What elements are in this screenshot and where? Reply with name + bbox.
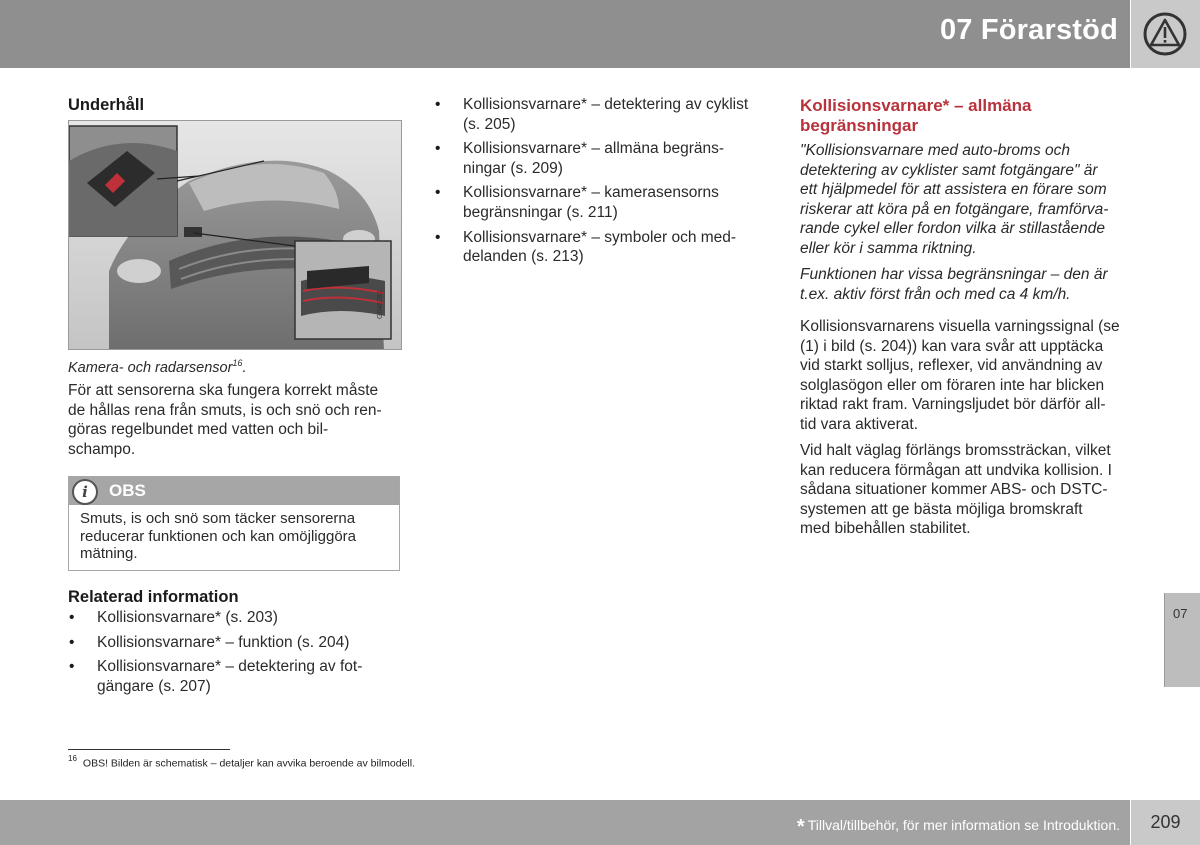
- text-line: Vid halt väglag förlängs bromssträckan, vilket: [800, 442, 1111, 459]
- info-icon: [72, 479, 98, 505]
- text-line: • Kollisionsvarnare* – allmäna begräns-: [463, 140, 725, 158]
- related-link[interactable]: [68, 657, 408, 696]
- obs-body: [80, 510, 392, 563]
- related-info-list: [68, 608, 408, 696]
- figure-caption-end: .: [242, 359, 247, 376]
- text-line: detektering av cyklister samt fotgängare" är: [800, 161, 1098, 179]
- text-line: • Kollisionsvarnare* – kamerasensorns: [463, 184, 719, 202]
- text-line: eller kör i samma riktning.: [800, 239, 977, 257]
- text-line: (1) i bild (s. 204)) kan vara svår att upptäcka: [800, 337, 1104, 355]
- maintenance-paragraph: [68, 381, 382, 459]
- related-info-heading: Relaterad information: [68, 588, 239, 606]
- text-line: systemen att ge bästa möjliga bromskraft: [800, 500, 1083, 518]
- page-number-box: [1131, 800, 1200, 845]
- footnote-number: 16: [68, 754, 77, 763]
- text-line: Kollisionsvarnarens visuella varningssignal (se: [800, 318, 1120, 335]
- text-line: • Kollisionsvarnare* – symboler och med-: [463, 228, 737, 246]
- text-line: • Kollisionsvarnare* – detektering av cyklist: [463, 96, 749, 113]
- text-line: t.ex. aktiv först från och med ca 4 km/h.: [800, 285, 1071, 303]
- text-line: riktad rakt fram. Varningsljudet bör därför all-: [800, 396, 1106, 414]
- related-link[interactable]: [68, 633, 408, 653]
- footer-note-text: Tillval/tillbehör, för mer information se Introduktion.: [807, 817, 1120, 833]
- text-line: solglasögon eller om föraren inte har blicken: [800, 376, 1105, 394]
- footer-bar: [0, 800, 1130, 845]
- chapter-side-tab-label: 07: [1173, 606, 1188, 621]
- obs-note-box: [68, 476, 400, 571]
- header-bar: [0, 0, 1130, 68]
- figure-code: G046281: [377, 290, 384, 319]
- visual-signal-paragraph: [800, 317, 1120, 435]
- info-icon-glyph: i: [82, 483, 88, 501]
- text-line: Funktionen har vissa begränsningar – den är: [800, 266, 1108, 283]
- footnote-divider: [68, 749, 230, 750]
- text-line: rande cykel eller fordon vilka är stillastående: [800, 220, 1105, 238]
- sensor-illustration: [68, 120, 402, 350]
- text-line: reducerar funktionen och kan omöjliggöra: [80, 527, 356, 545]
- related-link[interactable]: [434, 183, 774, 222]
- text-line: • Kollisionsvarnare* – funktion (s. 204): [97, 633, 350, 651]
- figure-caption-text: Kamera- och radarsensor: [68, 359, 233, 376]
- related-link[interactable]: [434, 95, 774, 134]
- obs-title: OBS: [109, 481, 146, 500]
- text-line: göras regelbundet med vatten och bil-: [68, 421, 329, 439]
- footer-star: *: [796, 816, 805, 838]
- text-line: "Kollisionsvarnare med auto-broms och: [800, 142, 1070, 159]
- car-front-illustration: [69, 121, 402, 350]
- figure-caption: [68, 354, 246, 378]
- section-heading-underhall: Underhåll: [68, 96, 145, 114]
- footnote: [68, 755, 415, 770]
- text-line: kan reducera förmågan att undvika kollision. I: [800, 461, 1112, 479]
- text-line: schampo.: [68, 440, 136, 458]
- text-line: delanden (s. 213): [463, 248, 584, 266]
- text-line: tid vara aktiverat.: [800, 415, 919, 433]
- text-line: med bibehållen stabilitet.: [800, 520, 971, 538]
- related-list-continued: [434, 95, 774, 267]
- text-line: riskerar att köra på en fotgängare, framförva-: [800, 200, 1109, 218]
- page-number: 209: [1150, 812, 1181, 832]
- heading-line: begränsningar: [800, 116, 919, 135]
- text-line: begränsningar (s. 211): [463, 203, 618, 221]
- related-link[interactable]: [68, 608, 408, 628]
- text-line: (s. 205): [463, 115, 516, 133]
- text-line: • Kollisionsvarnare* – detektering av fot-: [97, 658, 363, 676]
- text-line: • Kollisionsvarnare* (s. 203): [97, 609, 278, 626]
- footnote-text: OBS! Bilden är schematisk – detaljer kan avvika beroende av bilmodell.: [82, 757, 415, 770]
- section-heading-limitations: [800, 96, 1100, 136]
- text-line: ningar (s. 209): [463, 159, 563, 177]
- heading-line: Kollisionsvarnare* – allmäna: [800, 96, 1032, 115]
- footer-note: [797, 813, 1120, 836]
- text-line: sådana situationer kommer ABS- och DSTC-: [800, 481, 1108, 499]
- text-line: de hållas rena från smuts, is och snö och ren-: [68, 401, 382, 419]
- obs-header: [69, 477, 399, 505]
- text-line: vid starkt solljus, reflexer, vid användning av: [800, 357, 1103, 375]
- limitation-italic-paragraph: [800, 265, 1108, 304]
- related-link[interactable]: [434, 139, 774, 178]
- text-line: Smuts, is och snö som täcker sensorerna: [80, 510, 356, 527]
- text-line: ett hjälpmedel för att assistera en förare som: [800, 181, 1107, 199]
- slippery-road-paragraph: [800, 441, 1112, 539]
- text-line: gängare (s. 207): [97, 677, 211, 695]
- text-line: mätning.: [80, 545, 138, 562]
- warning-triangle-icon: [1142, 12, 1188, 56]
- related-link[interactable]: [434, 228, 774, 267]
- figure-caption-ref: 16: [232, 358, 243, 368]
- chapter-title: 07 Förarstöd: [939, 14, 1118, 46]
- chapter-side-tab[interactable]: [1164, 593, 1200, 687]
- chapter-icon-box: [1131, 0, 1200, 68]
- text-line: För att sensorerna ska fungera korrekt måste: [68, 382, 379, 399]
- intro-italic-paragraph: [800, 141, 1108, 259]
